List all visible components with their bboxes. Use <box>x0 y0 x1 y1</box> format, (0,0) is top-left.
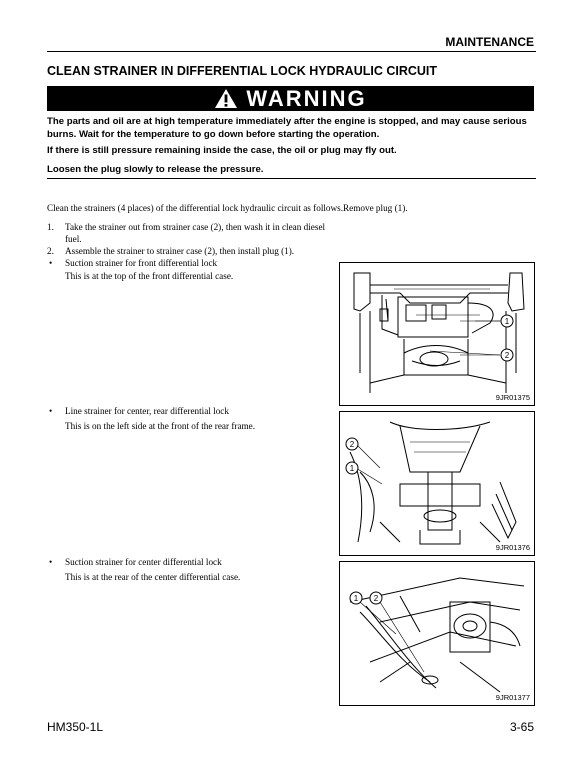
figure-center-differential <box>339 561 535 706</box>
section-header: MAINTENANCE <box>445 35 534 49</box>
figure-id: 9JR01376 <box>495 543 530 552</box>
bullet-3-desc: This is at the rear of the center differential case. <box>65 572 241 582</box>
bullet-3-mark: • <box>49 557 53 567</box>
center-differential-illustration <box>340 562 534 705</box>
bullet-1-desc: This is at the top of the front differential case. <box>65 271 234 281</box>
step-2-number: 2. <box>47 246 54 256</box>
step-2-text: Assemble the strainer to strainer case (2), then install plug (1). <box>65 246 295 256</box>
line-strainer-illustration <box>340 412 534 555</box>
bullet-2-mark: • <box>49 406 53 416</box>
warning-text-3: Loosen the plug slowly to release the pressure. <box>47 164 264 175</box>
callout-1: 1 <box>353 594 359 603</box>
warning-rule <box>47 178 536 179</box>
bullet-1-mark: • <box>49 258 53 268</box>
bullet-2-title: Line strainer for center, rear differential lock <box>65 406 229 416</box>
warning-text-1: The parts and oil are at high temperature immediately after the engine is stopped, and may cause serious burns. Wait for the temperature to go down before starting the operation. <box>47 116 527 140</box>
footer-page-number: 3-65 <box>509 720 534 734</box>
step-1-text: Take the strainer out from strainer case (2), then wash it in clean diesel fuel. <box>65 222 326 244</box>
bullet-1-title: Suction strainer for front differential lock <box>65 258 218 268</box>
warning-text-2: If there is still pressure remaining inside the case, the oil or plug may fly out. <box>47 145 397 156</box>
bullet-3-title: Suction strainer for center differential lock <box>65 557 222 567</box>
figure-id: 9JR01377 <box>495 693 530 702</box>
callout-2: 2 <box>349 440 355 449</box>
front-differential-illustration <box>340 263 534 405</box>
header-rule <box>47 51 536 52</box>
callout-1: 1 <box>349 464 355 473</box>
warning-banner <box>47 86 534 111</box>
callout-1: 1 <box>504 317 510 326</box>
callout-2: 2 <box>373 594 379 603</box>
step-1-number: 1. <box>47 222 54 232</box>
figure-front-differential <box>339 262 535 406</box>
bullet-2-desc: This is on the left side at the front of the rear frame. <box>65 421 256 431</box>
intro-text: Clean the strainers (4 places) of the differential lock hydraulic circuit as follows.Remove plug (1). <box>47 203 408 213</box>
callout-2: 2 <box>504 351 510 360</box>
figure-line-strainer <box>339 411 535 556</box>
figure-id: 9JR01375 <box>495 393 530 402</box>
warning-label: WARNING <box>246 85 367 111</box>
page-title: CLEAN STRAINER IN DIFFERENTIAL LOCK HYDRAULIC CIRCUIT <box>47 64 438 78</box>
warning-triangle-icon <box>214 88 238 109</box>
footer-model: HM350-1L <box>47 720 104 734</box>
